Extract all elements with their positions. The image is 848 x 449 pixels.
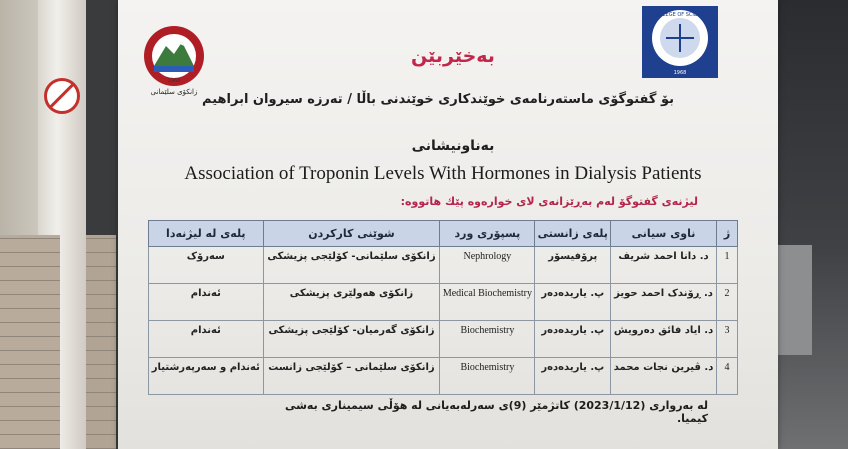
row-role: ئەندام: [149, 321, 264, 358]
shelf: [772, 245, 812, 355]
row-name: د. ڤیرین نجات محمد: [611, 358, 717, 395]
row-specialty: Biochemistry: [440, 321, 535, 358]
row-role: سەرۆک: [149, 247, 264, 284]
row-rank: پ. یاریدەدەر: [535, 284, 611, 321]
welcome-heading: بەخێربێن: [411, 45, 495, 67]
row-specialty: Nephrology: [440, 247, 535, 284]
row-num: 2: [717, 284, 738, 321]
row-specialty: Medical Biochemistry: [440, 284, 535, 321]
table-row: [149, 284, 738, 321]
tiled-wall: [86, 235, 116, 449]
committee-intro: لیژنەی گفتوگۆ لەم بەڕێزانەی لای خوارەوە پێك هاتووە:: [400, 195, 698, 208]
row-num: 1: [717, 247, 738, 284]
topic-heading: بەناونیشانی: [411, 138, 495, 154]
row-num: 3: [717, 321, 738, 358]
row-name: د. ڕۆندک احمد حویز: [611, 284, 717, 321]
university-of-sulaimani-logo: [136, 24, 212, 98]
row-role: ئەندام: [149, 284, 264, 321]
header-specialty: پسپۆری ورد: [440, 221, 535, 247]
logo-year: 1968: [167, 78, 181, 84]
header-role: پلەی لە لیژنەدا: [149, 221, 264, 247]
row-role: ئەندام و سەرپەرشتیار: [149, 358, 264, 395]
thesis-title: Association of Troponin Levels With Hormones in Dialysis Patients: [184, 163, 702, 184]
no-smoking-sign-icon: [44, 78, 80, 114]
row-workplace: زانکۆی سلێمانی- کۆلێجی پزیشکی: [263, 247, 440, 284]
row-name: د. دانا احمد شریف: [611, 247, 717, 284]
table-row: [149, 358, 738, 395]
tiled-wall: [0, 235, 60, 449]
row-rank: پ. یاریدەدەر: [535, 358, 611, 395]
date-line: لە بەرواری (2023/1/12) کاتژمێر (9)ی سەرلەبەیانی لە هۆڵی سیمیناری بەشی کیمیا.: [284, 399, 708, 425]
committee-table: [148, 220, 738, 395]
row-workplace: زانکۆی گەرمیان- کۆلێجی پزیشکی: [263, 321, 440, 358]
header-num: ژ: [717, 221, 738, 247]
header-rank: پلەی زانستی: [535, 221, 611, 247]
logo-year: 1968: [673, 70, 687, 76]
row-rank: پ. یاریدەدەر: [535, 321, 611, 358]
logo-caption: زانکۆی سلێمانی: [150, 88, 198, 96]
table-header-row: [149, 221, 738, 247]
seminar-poster: [118, 0, 778, 449]
row-rank: پرۆفیسۆر: [535, 247, 611, 284]
table-row: [149, 247, 738, 284]
row-specialty: Biochemistry: [440, 358, 535, 395]
row-num: 4: [717, 358, 738, 395]
header-workplace: شوێنی کارکردن: [263, 221, 440, 247]
row-name: د. ایاد فائق دەرویش: [611, 321, 717, 358]
row-workplace: زانکۆی سلێمانی – کۆلێجی زانست: [263, 358, 440, 395]
header-name: ناوی سیانی: [611, 221, 717, 247]
college-of-science-logo: [638, 4, 722, 82]
row-workplace: زانکۆی هەولێری پزیشکی: [263, 284, 440, 321]
discussion-line: بۆ گفتوگۆی ماستەرنامەی خوێندکاری خوێندنی باڵا / تەرزە سیروان ابراهیم: [202, 92, 674, 107]
table-row: [149, 321, 738, 358]
logo-text: COLLEGE OF SCIENCE: [652, 12, 708, 18]
